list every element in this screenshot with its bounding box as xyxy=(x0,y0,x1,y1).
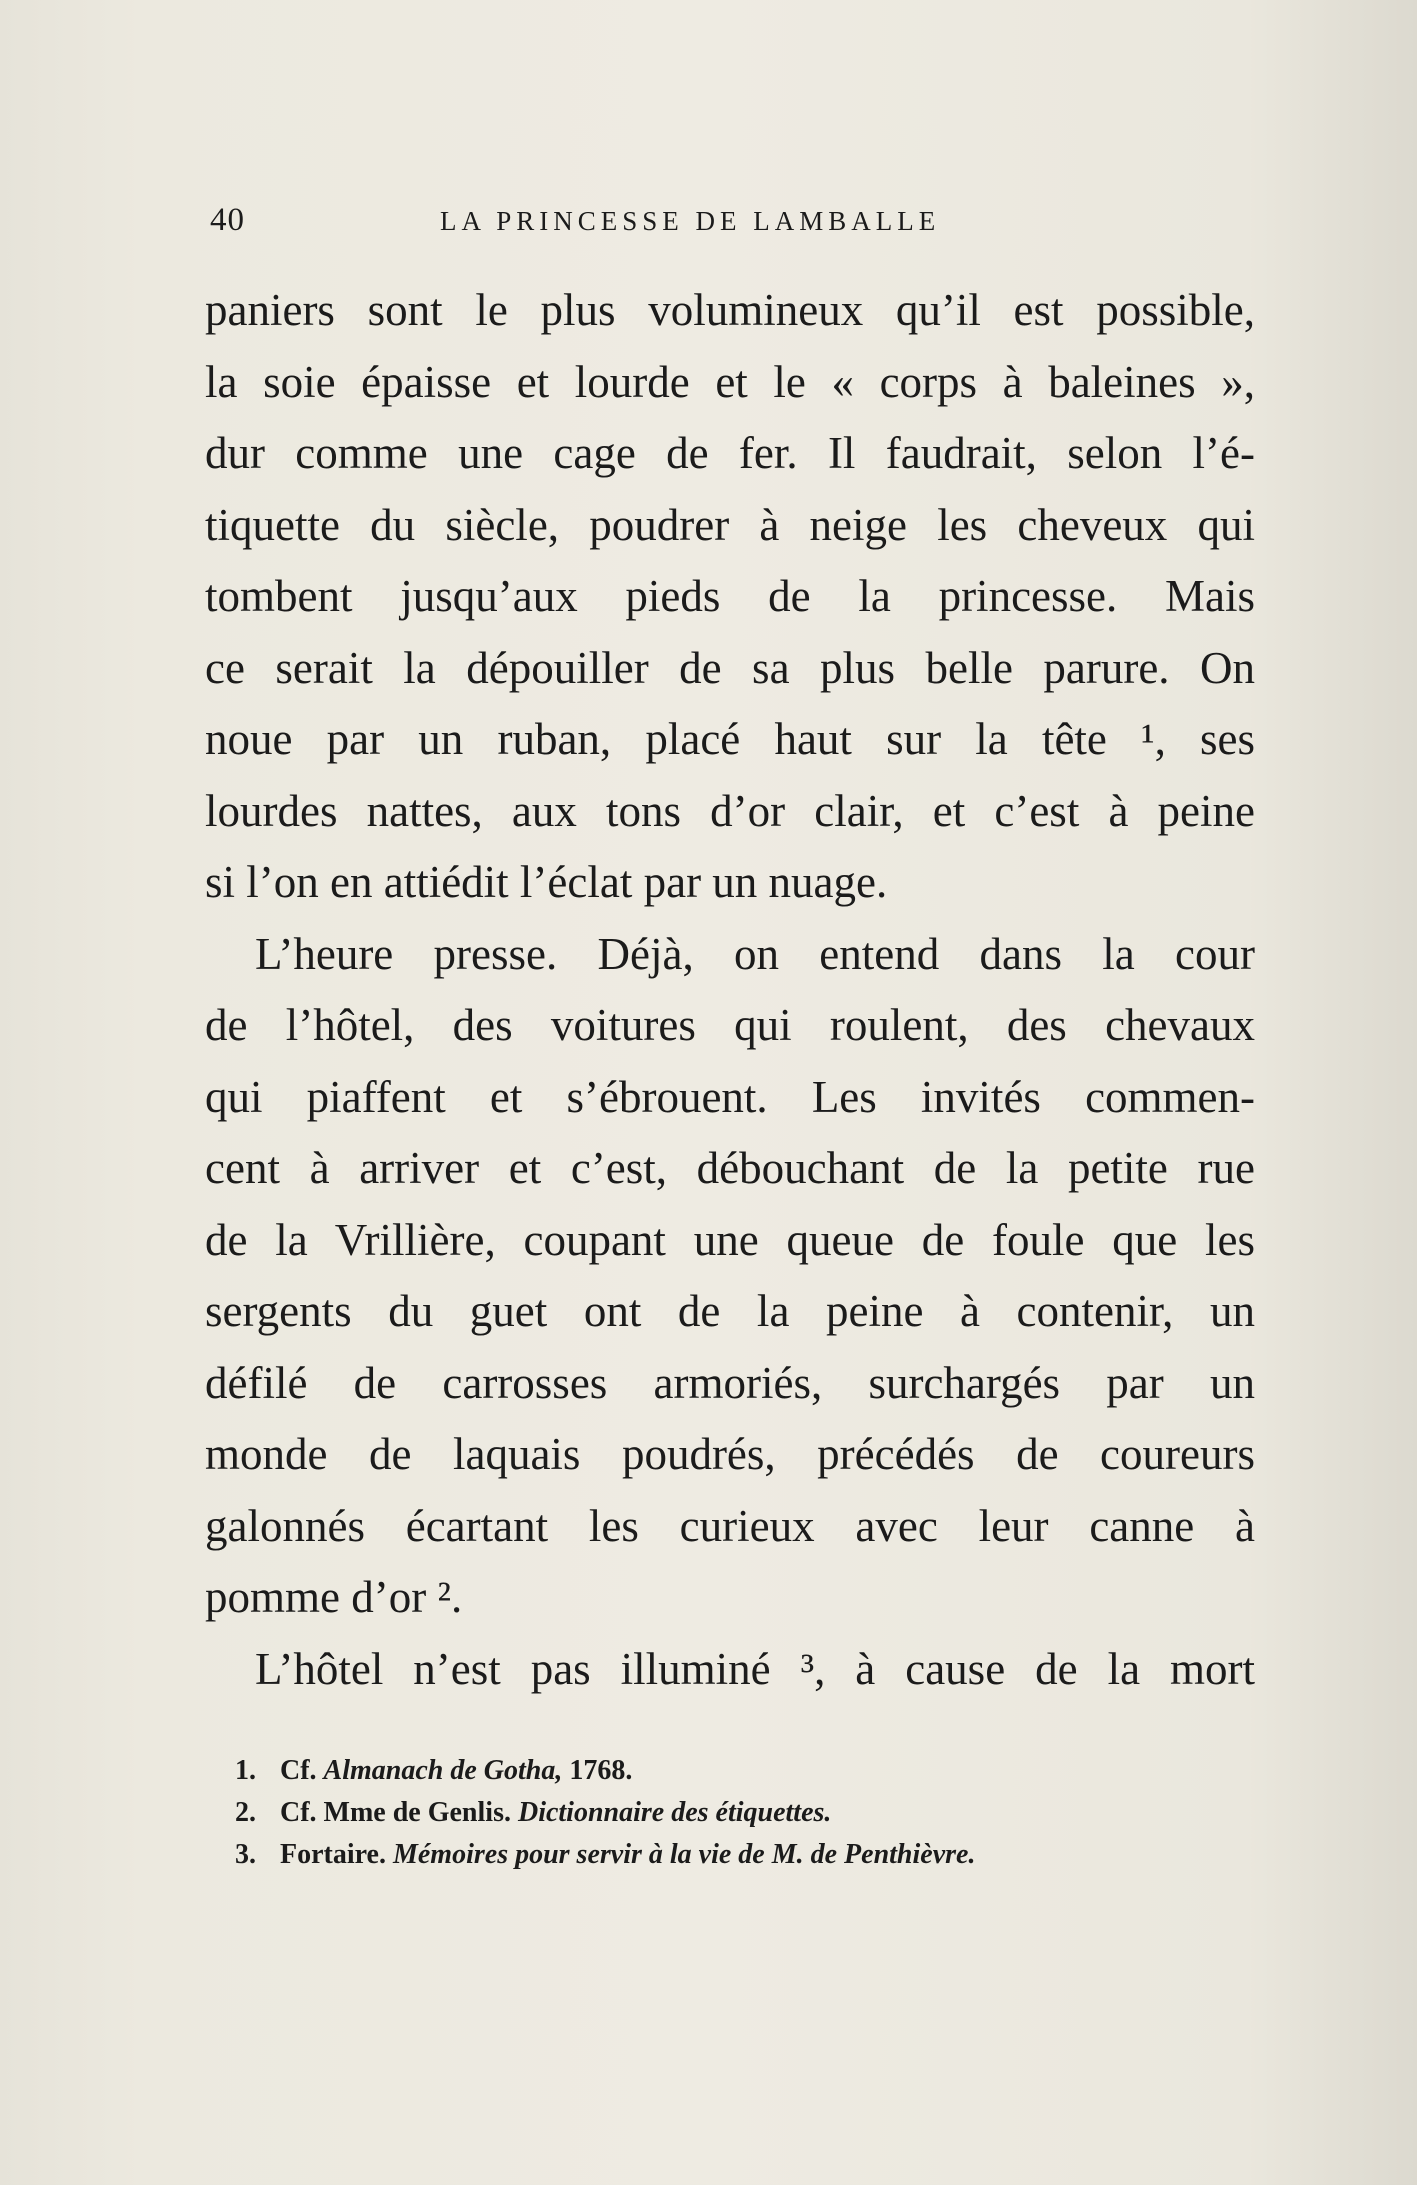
footnote-number: 3. xyxy=(235,1839,256,1870)
text-line: lourdes nattes, aux tons d’or clair, et c’est à peine xyxy=(205,785,1255,836)
text-line: de l’hôtel, des voitures qui roulent, des chevaux xyxy=(205,1000,1255,1050)
text-line: défilé de carrosses armoriés, surchargés par un xyxy=(205,1357,1255,1408)
text-line: tombent jusqu’aux pieds de la princesse. Mais xyxy=(205,571,1255,621)
text-line: L’hôtel n’est pas illuminé ³, à cause de la mort xyxy=(255,1643,1255,1694)
text-line: monde de laquais poudrés, précédés de coureurs xyxy=(205,1429,1255,1479)
footnote-title: Mémoires pour servir à la vie de M. de Penthièvre. xyxy=(392,1839,976,1870)
text-line: de la Vrillière, coupant une queue de foule que les xyxy=(205,1214,1255,1265)
footnote-number: 2. xyxy=(235,1797,256,1828)
text-line: ce serait la dépouiller de sa plus belle parure. On xyxy=(205,642,1255,693)
text-line: paniers sont le plus volumineux qu’il est possible, xyxy=(205,285,1255,335)
text-line: qui piaffent et s’ébrouent. Les invités commen- xyxy=(205,1071,1255,1122)
footnote-number: 1. xyxy=(235,1755,256,1786)
footnote-title: Almanach de Gotha, xyxy=(323,1755,563,1786)
text-line: cent à arriver et c’est, débouchant de la petite rue xyxy=(205,1143,1255,1193)
footnote-author: Cf. xyxy=(280,1755,317,1786)
footnote-title: Dictionnaire des étiquettes. xyxy=(517,1797,832,1828)
text-line: galonnés écartant les curieux avec leur canne à xyxy=(205,1500,1255,1551)
text-line: dur comme une cage de fer. Il faudrait, selon l’é- xyxy=(205,428,1255,478)
footnotes xyxy=(235,1750,1235,1876)
text-line: pomme d’or ². xyxy=(205,1572,463,1622)
text-line: noue par un ruban, placé haut sur la tête ¹, ses xyxy=(205,714,1255,764)
running-head xyxy=(210,202,1030,242)
text-line: tiquette du siècle, poudrer à neige les cheveux qui xyxy=(205,499,1255,550)
footnote xyxy=(235,1792,1235,1834)
body-text xyxy=(205,275,1255,1705)
text-line: la soie épaisse et lourde et le « corps à baleines », xyxy=(205,356,1255,407)
footnote-rest: 1768. xyxy=(569,1755,633,1786)
footnote xyxy=(235,1750,1235,1792)
running-title: LA PRINCESSE DE LAMBALLE xyxy=(440,206,941,236)
footnote xyxy=(235,1834,1235,1876)
text-line: L’heure presse. Déjà, on entend dans la cour xyxy=(255,928,1255,979)
text-line: si l’on en attiédit l’éclat par un nuage. xyxy=(205,857,888,907)
text-line: sergents du guet ont de la peine à contenir, un xyxy=(205,1286,1255,1336)
footnote-author: Fortaire. xyxy=(280,1839,386,1870)
footnote-author: Cf. Mme de Genlis. xyxy=(280,1797,511,1828)
page-number: 40 xyxy=(210,202,245,238)
